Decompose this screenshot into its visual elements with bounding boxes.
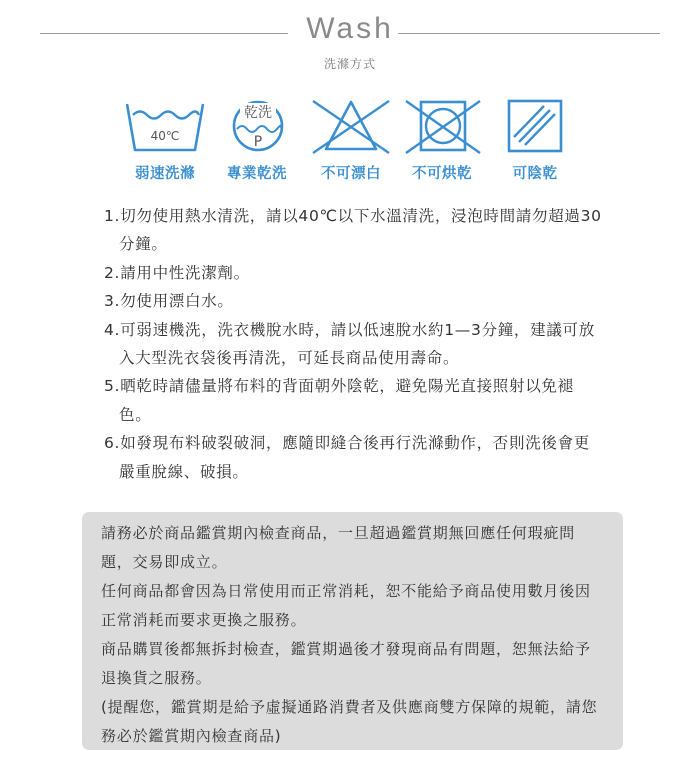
care-icon-wash <box>120 98 210 188</box>
care-icon-no-tumble-dry <box>397 98 487 188</box>
page-subtitle: 洗滌方式 <box>323 57 376 71</box>
instruction-item: 1.切勿使用熱水清洗，請以40℃以下水溫清洗，浸泡時間請勿超過30分鐘。 <box>104 207 602 254</box>
shade-dry-icon <box>490 98 580 158</box>
notice-paragraph: 商品購買後都無拆封檢查，鑑賞期過後才發現商品有問題，恕無法給予退換貨之服務。 <box>101 640 591 687</box>
care-label-shade-dry: 可陰乾 <box>512 166 558 182</box>
notice-body <box>101 519 606 751</box>
instruction-item: 6.如發現布料破裂破洞，應隨即縫合後再行洗滌動作，否則洗後會更嚴重脫線、破損。 <box>104 434 590 481</box>
care-icon-no-bleach <box>306 98 396 188</box>
notice-paragraph: 請務必於商品鑑賞期內檢查商品，一旦超過鑑賞期無回應任何瑕疵問題，交易即成立。 <box>101 524 576 571</box>
instruction-item: 4.可弱速機洗，洗衣機脫水時，請以低速脫水約1—3分鐘，建議可放入大型洗衣袋後再清洗，可延長商品使用壽命。 <box>104 320 595 368</box>
care-label-no-bleach: 不可漂白 <box>321 166 381 182</box>
care-label-dry-clean: 專業乾洗 <box>227 166 287 182</box>
dry-clean-icon <box>212 98 302 158</box>
care-icon-dry-clean <box>212 98 302 188</box>
instruction-item: 3.勿使用漂白水。 <box>104 292 234 311</box>
instruction-item: 2.請用中性洗潔劑。 <box>104 263 250 282</box>
dry-clean-letter: P <box>253 134 263 150</box>
care-label-no-tumble-dry: 不可烘乾 <box>412 166 472 182</box>
care-icons-row <box>0 98 700 188</box>
no-tumble-dry-icon <box>397 98 487 158</box>
care-icon-shade-dry <box>490 98 580 188</box>
dry-clean-text: 乾洗 <box>244 105 272 121</box>
wash-tub-icon <box>120 98 210 158</box>
notice-paragraph: (提醒您，鑑賞期是給予虛擬通路消費者及供應商雙方保障的規範，請您務必於鑑賞期內檢查商品) <box>101 698 598 745</box>
wash-temperature: 40℃ <box>150 129 180 143</box>
care-instructions-list <box>104 202 604 486</box>
notice-paragraph: 任何商品都會因為日常使用而正常消耗，恕不能給予商品使用數月後因正常消耗而要求更換之服務。 <box>101 582 591 629</box>
instruction-item: 5.晒乾時請儘量將布料的背面朝外陰乾，避免陽光直接照射以免褪色。 <box>104 377 574 424</box>
page-title: Wash <box>306 12 394 45</box>
appreciation-period-notice <box>82 512 623 750</box>
no-bleach-icon <box>306 98 396 158</box>
header-rule-right <box>398 33 660 34</box>
care-label-wash: 弱速洗滌 <box>135 166 195 182</box>
